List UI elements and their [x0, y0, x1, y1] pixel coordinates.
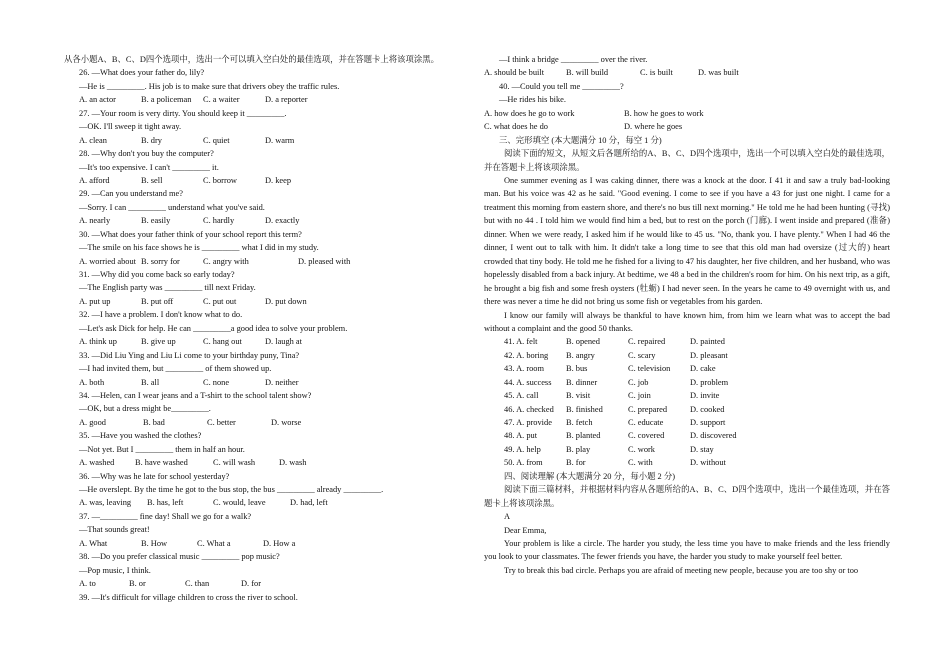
options-31 [64, 295, 468, 308]
option: B. has, left [147, 498, 184, 508]
option: C. borrow [203, 175, 237, 185]
option: B. sorry for [141, 256, 180, 266]
question-40: 40. —Could you tell me _________? [499, 81, 624, 91]
option: C. work [628, 444, 655, 454]
cloze-passage-end: I know our family will always be thankful to have known him, from him we learn what was to accept the bad without a complaint and the good 50 thanks. [484, 310, 890, 333]
option: D. for [241, 579, 262, 589]
section-instruction: 从各小题A、B、C、D四个选项中，选出一个可以填入空白处的最佳选项，并在答题卡上将该项涂黑。 [64, 55, 440, 64]
passage-label: A [504, 512, 511, 522]
letter-paragraph-1: Your problem is like a circle. The harder you study, the less time you have to make friends and the less friendly you look to your classmates. The fewer friends you have, the harder you study to make yourself feel better. [484, 539, 890, 562]
option: B. fetch [566, 418, 593, 428]
question-26: 26. —What does your father do, lily? [79, 68, 205, 78]
options-29 [64, 214, 468, 227]
option: D. cake [690, 364, 716, 374]
options-30 [64, 255, 468, 268]
option: B. a policeman [141, 95, 192, 105]
option: B. visit [566, 391, 591, 401]
option: C. repaired [628, 337, 666, 347]
answer-36: —He overslept. By the time he got to the bus stop, the bus _________ already _________. [79, 485, 384, 494]
options-41 [484, 335, 890, 348]
options-27 [64, 134, 468, 147]
option: D. worse [271, 417, 302, 427]
option: C. hardly [203, 216, 235, 226]
question-32: 32. —I have a problem. I don't know what to do. [79, 310, 243, 320]
options-28 [64, 174, 468, 187]
question-29: 29. —Can you understand me? [79, 189, 183, 199]
option: 47. A. provide [504, 418, 552, 428]
answer-39: —I think a bridge _________ over the river. [499, 55, 648, 64]
question-31: 31. —Why did you come back so early today? [79, 270, 235, 279]
option: A. What [79, 538, 108, 548]
option: D. had, left [290, 498, 328, 508]
option: C. than [185, 579, 210, 589]
option: D. wash [279, 458, 307, 468]
option: C. covered [628, 431, 665, 441]
question-39: 39. —It's difficult for village children to cross the river to school. [79, 592, 298, 602]
option: D. exactly [265, 216, 300, 226]
option: B. bad [143, 417, 165, 427]
answer-28: —It's too expensive. I can't _________ it. [79, 162, 219, 172]
answer-32: —Let's ask Dick for help. He can _________a good idea to solve your problem. [79, 323, 348, 333]
answer-33: —I had invited them, but _________ of them showed up. [79, 364, 272, 374]
option: D. painted [690, 337, 725, 347]
option: B. all [141, 377, 160, 387]
options-39 [484, 66, 890, 79]
answer-38: —Pop music, I think. [79, 565, 151, 575]
option: D. where he goes [624, 122, 683, 132]
answer-40: —He rides his bike. [499, 95, 566, 105]
option: D. pleased with [298, 256, 351, 266]
option: 41. A. felt [504, 337, 538, 347]
option: 42. A. boring [504, 350, 549, 360]
options-48 [484, 429, 890, 442]
section-4-heading: 四、阅读理解 (本大题满分 20 分，每小题 2 分) [504, 471, 675, 481]
option: B. have washed [135, 458, 188, 468]
option: D. pleasant [690, 350, 728, 360]
option: D. keep [265, 175, 292, 185]
option: A. worried about [79, 256, 136, 266]
option: B. will build [566, 68, 609, 78]
option: D. neither [265, 377, 299, 387]
option: C. will wash [213, 458, 256, 468]
question-33: 33. —Did Liu Ying and Liu Li come to your birthday puny, Tina? [79, 350, 300, 360]
options-38 [64, 577, 468, 590]
option: A. to [79, 579, 96, 589]
option: C. join [628, 391, 651, 401]
question-34: 34. —Helen, can I wear jeans and a T-shirt to the school talent show? [79, 390, 312, 400]
option: D. was built [698, 68, 739, 78]
option: C. with [628, 458, 653, 468]
option: A. should be built [484, 68, 545, 78]
cloze-passage: One summer evening as I was caking dinner, there was a knock at the door. I 41 it and saw a truly bad-looking man. But his voice was 42 as he said. "Good evening. I come to see if you have a 43 for just one night. I came for a treatment this morning from eastern shore, and there's no bus till next morning." He told me he had been hunting (寻找) but with no 44 . I told him we would find him a bed, but to rest on the porch (门廊). I went inside and prepared (准备) dinner. When we were ready, I asked him if he would like to 45 us. "No, thank you. I have plenty." When I had 46 the dinner, I went out to talk with him. It didn't take a long time to see that this old man had oversize (过大的) heart crowded that tiny body. He told me he fished for a living to 47 his daughter, her five children, and her husband, who was hopelessly disabled from a back injury. At bedtime, we 48 a bed in the children's room for him. On his next trip, as a gift, he brought a big fish and some fresh oysters (牡蛎) I had never seen. In the years he came to 49 overnight with us, and there was never a time he did not bring us some fish or vegetables from his garden. [484, 175, 890, 307]
option: D. laugh at [265, 337, 302, 347]
option: A. an actor [79, 95, 116, 105]
option: D. put down [265, 296, 307, 306]
option: B. put off [141, 296, 174, 306]
option: C. scary [628, 350, 656, 360]
option: B. planted [566, 431, 601, 441]
option: B. how he goes to work [624, 108, 704, 118]
options-36 [64, 496, 468, 509]
option: B. sell [141, 175, 163, 185]
option: B. dinner [566, 377, 598, 387]
options-40b [484, 120, 890, 133]
option: B. easily [141, 216, 171, 226]
options-46 [484, 403, 890, 416]
option: A. both [79, 377, 105, 387]
option: C. hang out [203, 337, 242, 347]
option: A. good [79, 417, 106, 427]
answer-30: —The smile on his face shows he is _________ what I did in my study. [79, 243, 319, 253]
option: C. none [203, 377, 230, 387]
option: C. quiet [203, 135, 230, 145]
section-3-heading: 三、完形填空 (本大题满分 10 分，每空 1 分) [499, 135, 662, 145]
options-44 [484, 376, 890, 389]
options-37 [64, 537, 468, 550]
option: B. opened [566, 337, 600, 347]
option: C. angry with [203, 256, 249, 266]
option: A. clean [79, 135, 107, 145]
option: A. think up [79, 337, 117, 347]
option: B. bus [566, 364, 588, 374]
option: 49. A. help [504, 444, 541, 454]
option: A. was, leaving [79, 498, 132, 508]
option: A. afford [79, 175, 110, 185]
question-30: 30. —What does your father think of your school report this term? [79, 229, 302, 239]
answer-34: —OK, but a dress might be_________. [79, 404, 211, 414]
answer-35: —Not yet. But I _________ them in half an hour. [79, 444, 245, 454]
options-26 [64, 93, 468, 106]
option: 48. A. put [504, 431, 538, 441]
option: C. would, leave [213, 498, 266, 508]
option: D. invite [690, 391, 720, 401]
question-38: 38. —Do you prefer classical music _________ pop music? [79, 552, 280, 562]
option: C. educate [628, 418, 664, 428]
options-50 [484, 456, 890, 469]
option: D. warm [265, 135, 295, 145]
answer-37: —That sounds great! [79, 525, 150, 535]
answer-27: —OK. I'll sweep it tight away. [79, 122, 182, 132]
option: B. give up [141, 337, 176, 347]
answer-31: —The English party was _________ till next Friday. [79, 283, 256, 293]
option: D. a reporter [265, 95, 308, 105]
option: 44. A. success [504, 377, 552, 387]
option: A. put up [79, 296, 111, 306]
option: A. how does he go to work [484, 108, 575, 118]
option: C. is built [640, 68, 673, 78]
options-35 [64, 456, 468, 469]
question-35: 35. —Have you washed the clothes? [79, 431, 202, 441]
option: D. discovered [690, 431, 737, 441]
option: A. nearly [79, 216, 111, 226]
answer-29: —Sorry. I can _________ understand what you've said. [79, 202, 265, 212]
option: C. better [207, 417, 236, 427]
option: A. washed [79, 458, 115, 468]
option: D. support [690, 418, 726, 428]
option: C. television [628, 364, 671, 374]
option: B. angry [566, 350, 595, 360]
option: C. what does he do [484, 122, 548, 132]
option: B. play [566, 444, 591, 454]
option: B. How [141, 538, 168, 548]
options-43 [484, 362, 890, 375]
options-32 [64, 335, 468, 348]
options-42 [484, 349, 890, 362]
option: 45. A. call [504, 391, 539, 401]
letter-greeting: Dear Emma, [504, 525, 547, 535]
options-40a [484, 107, 890, 120]
letter-paragraph-2: Try to break this bad circle. Perhaps you are afraid of meeting new people, because you are too shy or too [504, 565, 859, 575]
right-column [484, 53, 890, 577]
option: D. cooked [690, 404, 725, 414]
left-column [64, 53, 468, 604]
option: C. What a [197, 538, 231, 548]
options-47 [484, 416, 890, 429]
section-4-instruction: 阅读下面三篇材料，并根据材料内容从各题所给的A、B、C、D四个选项中，选出一个最佳选项，并在答题卡上将该项涂黑。 [484, 485, 890, 508]
option: B. dry [141, 135, 162, 145]
option: 50. A. from [504, 458, 543, 468]
option: B. or [129, 579, 146, 589]
options-45 [484, 389, 890, 402]
option: C. put out [203, 296, 237, 306]
options-34 [64, 416, 468, 429]
option: C. prepared [628, 404, 668, 414]
options-49 [484, 443, 890, 456]
answer-26: —He is _________. His job is to make sure that drivers obey the traffic rules. [79, 81, 340, 91]
option: 46. A. checked [504, 404, 554, 414]
option: 43. A. room [504, 364, 545, 374]
option: C. a waiter [203, 95, 240, 105]
option: D. problem [690, 377, 729, 387]
option: D. without [690, 458, 726, 468]
question-37: 37. —_________ fine day! Shall we go for a walk? [79, 511, 252, 521]
option: B. finished [566, 404, 603, 414]
question-28: 28. —Why don't you buy the computer? [79, 149, 214, 159]
option: C. job [628, 377, 649, 387]
option: D. How a [263, 538, 296, 548]
section-3-instruction: 阅读下面的短文，从短文后各题所给的A、B、C、D四个选项中，选出一个可以填入空白处的最佳选项，并在答题卡上将该项涂黑。 [484, 149, 890, 172]
question-36: 36. —Why was he late for school yesterday? [79, 471, 230, 481]
question-27: 27. —Your room is very dirty. You should keep it _________. [79, 108, 287, 118]
options-33 [64, 376, 468, 389]
option: D. stay [690, 444, 714, 454]
option: B. for [566, 458, 586, 468]
